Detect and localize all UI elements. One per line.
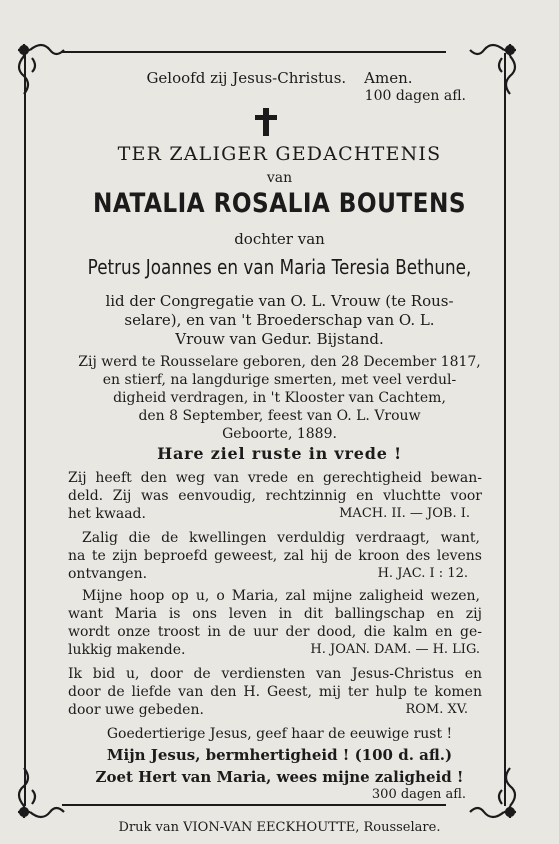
prayer-2: Mijn Jesus, bermhertigheid ! (100 d. afl.) (106, 746, 453, 764)
amen-text: Amen. (364, 69, 413, 87)
membership-line-3: Vrouw van Gedur. Bijstand. (175, 330, 384, 348)
printer-credit: Druk van VION-VAN EECKHOUTTE, Rousselare. (118, 820, 441, 835)
memorial-heading: TER ZALIGER GEDACHTENIS (117, 143, 442, 165)
membership-line-2: selare), en van 't Broederschap van O. L. (124, 311, 435, 329)
prayer-3-indulgence: 300 dagen afl. (371, 787, 466, 802)
verse3-reference: H. JOAN. DAM. — H. LIG. (310, 642, 480, 657)
verse1-line-3: het kwaad. (68, 506, 146, 522)
verse3-line-2: want Maria is ons leven in dit ballingschap en zij (68, 606, 482, 622)
border-bottom-line (62, 804, 446, 806)
verse2-line-3: ontvangen. (68, 566, 148, 582)
verse2-line-1: Zalig die de kwellingen verduldig verdraagt, want, (82, 530, 480, 546)
biography-line-1: Zij werd te Rousselare geboren, den 28 December 1817, (78, 354, 481, 370)
rest-in-peace: Hare ziel ruste in vrede ! (157, 444, 402, 463)
verse1-line-2: deld. Zij was eenvoudig, rechtzinnig en vluchtte voor (68, 488, 482, 504)
blessing-line (0, 69, 559, 87)
van-label: van (266, 170, 293, 186)
verse3-line-3: wordt onze troost in de uur der dood, die kalm en ge- (68, 624, 482, 640)
daughter-of-label: dochter van (234, 230, 325, 248)
verse4-line-3: door uwe gebeden. (68, 702, 204, 718)
verse4-line-2: door de liefde van den H. Geest, mij ter hulp te komen (68, 684, 482, 700)
deceased-name: NATALIA ROSALIA BOUTENS (93, 188, 466, 219)
biography-line-2: en stierf, na langdurige smerten, met veel verdul- (102, 372, 457, 388)
biography-line-5: Geboorte, 1889. (222, 426, 337, 442)
corner-ornament-top-right-icon (462, 36, 526, 100)
verse1-reference: MACH. II. — JOB. I. (339, 506, 470, 521)
prayer-3: Zoet Hert van Maria, wees mijne zaligheid ! (95, 768, 464, 786)
verse3-line-1: Mijne hoop op u, o Maria, zal mijne zaligheid wezen, (82, 588, 480, 604)
verse2-reference: H. JAC. I : 12. (377, 566, 468, 581)
biography-line-4: den 8 September, feest van O. L. Vrouw (138, 408, 421, 424)
verse1-line-1: Zij heeft den weg van vrede en gerechtigheid bewan- (68, 470, 482, 486)
top-indulgence: 100 dagen afl. (364, 88, 466, 104)
border-top-line (62, 51, 446, 53)
membership-line-1: lid der Congregatie van O. L. Vrouw (te Rous- (105, 292, 454, 310)
verse4-line-1: Ik bid u, door de verdiensten van Jesus-Christus en (68, 666, 482, 682)
cross-icon (255, 108, 277, 136)
verse4-reference: ROM. XV. (405, 702, 468, 717)
parents-line: Petrus Joannes en van Maria Teresia Bethune, (87, 255, 472, 279)
prayer-1: Goedertierige Jesus, geef haar de eeuwige rust ! (106, 726, 453, 742)
verse3-line-4: lukkig makende. (68, 642, 186, 658)
blessing-text: Geloofd zij Jesus-Christus. (146, 69, 347, 87)
biography-line-3: digheid verdragen, in 't Klooster van Cachtem, (113, 390, 446, 406)
verse2-line-2: na te zijn beproefd geweest, zal hij de kroon des levens (68, 548, 482, 564)
